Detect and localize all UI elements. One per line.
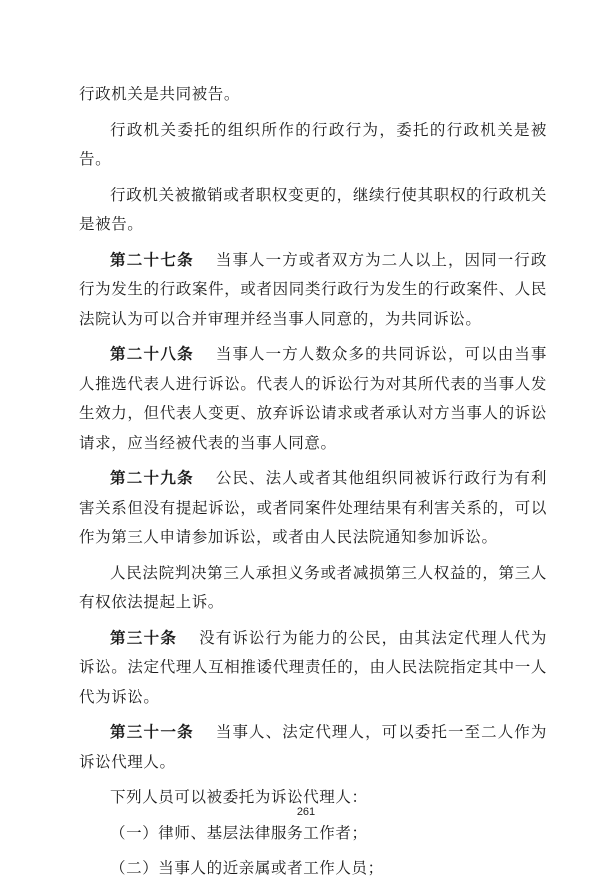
article-text: 公民、法人或者其他组织同被诉行政行为有利害关系但没有提起诉讼，或者同案件处理结果有利害关系的，可以作为第三人申请参加诉讼，或者由人民法院通知参加诉讼。 <box>79 469 547 546</box>
article-text: 当事人、法定代理人，可以委托一至二人作为诉讼代理人。 <box>79 723 547 771</box>
paragraph-continuation <box>79 80 547 110</box>
list-item <box>79 854 547 884</box>
article-text: 当事人一方或者双方为二人以上，因同一行政行为发生的行政案件，或者因同类行政行为发生的行政案件、人民法院认为可以合并审理并经当事人同意的，为共同诉讼。 <box>79 250 547 328</box>
article-number: 第二十八条 <box>110 345 194 363</box>
article-number: 第三十一条 <box>110 723 194 741</box>
paragraph-text: 人民法院判决第三人承担义务或者减损第三人权益的，第三人有权依法提起上诉。 <box>79 563 547 611</box>
paragraph-text: 下列人员可以被委托为诉讼代理人： <box>110 788 368 806</box>
page-number: 261 <box>296 806 316 818</box>
paragraph <box>79 116 547 175</box>
list-item-text: （二）当事人的近亲属或者工作人员； <box>110 859 384 877</box>
paragraph-text: 行政机关委托的组织所作的行政行为，委托的行政机关是被告。 <box>79 120 547 168</box>
paragraph-text: 行政机关是共同被告。 <box>79 85 241 103</box>
article-number: 第三十条 <box>110 628 178 647</box>
article-31 <box>79 718 547 777</box>
paragraph-text: 行政机关被撤销或者职权变更的，继续行使其职权的行政机关是被告。 <box>79 185 547 233</box>
list-item <box>79 819 547 849</box>
article-29 <box>79 464 547 553</box>
list-item-text: （一）律师、基层法律服务工作者； <box>110 823 368 842</box>
paragraph <box>79 181 547 240</box>
document-page <box>79 80 547 890</box>
article-27 <box>79 246 547 335</box>
article-number: 第二十七条 <box>110 250 194 269</box>
article-28 <box>79 340 547 458</box>
paragraph <box>79 559 547 618</box>
article-text: 当事人一方人数众多的共同诉讼，可以由当事人推选代表人进行诉讼。代表人的诉讼行为对其所代表的当事人发生效力，但代表人变更、放弃诉讼请求或者承认对方当事人的诉讼请求，应当经被代表的当事人同意。 <box>79 345 547 452</box>
article-text: 没有诉讼行为能力的公民，由其法定代理人代为诉讼。法定代理人互相推诿代理责任的，由人民法院指定其中一人代为诉讼。 <box>79 628 547 706</box>
article-number: 第二十九条 <box>110 469 194 487</box>
article-30 <box>79 624 547 713</box>
